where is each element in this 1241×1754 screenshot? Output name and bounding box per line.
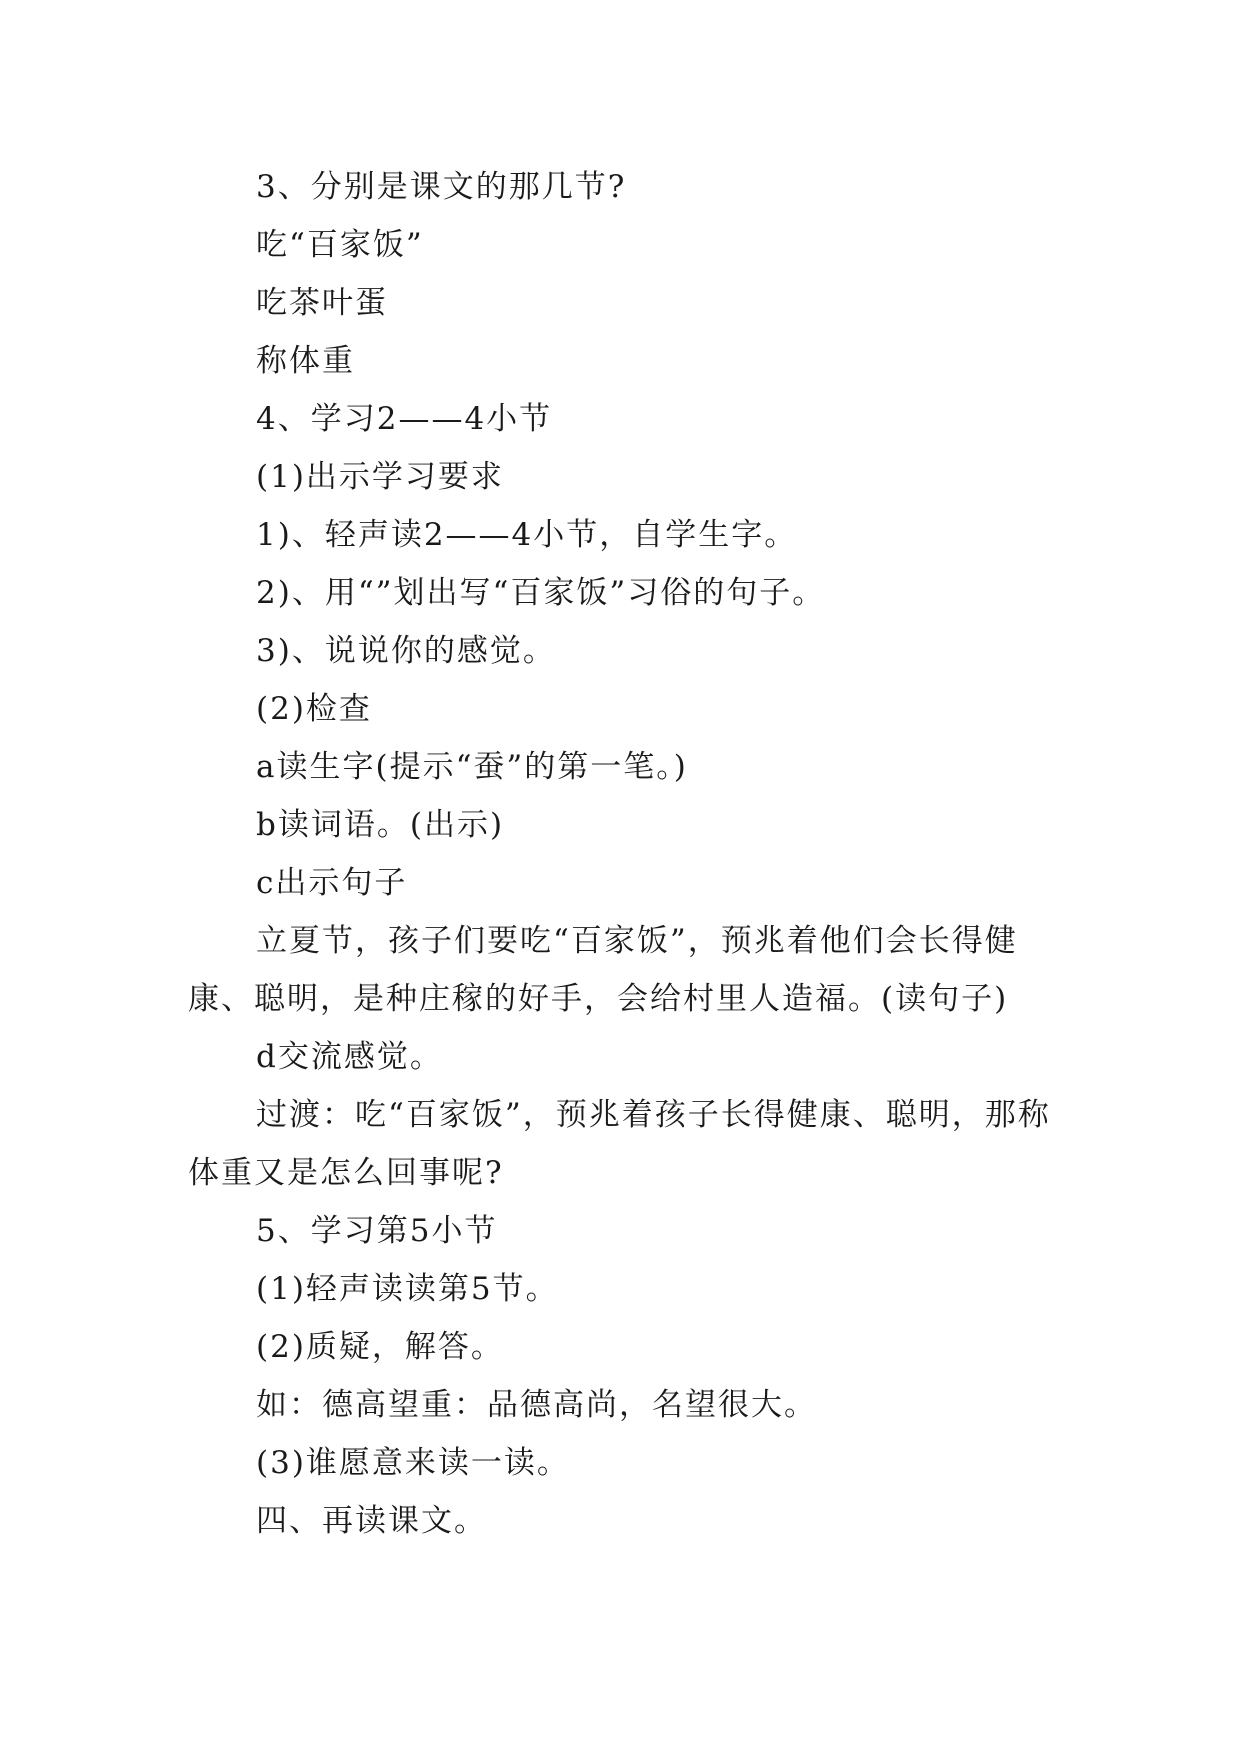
paragraph: (2)质疑，解答。 (256, 1329, 504, 1365)
paragraph: 过渡：吃“百家饭”，预兆着孩子长得健康、聪明，那称体重又是怎么回事呢? (188, 1097, 1051, 1191)
paragraph: 4、学习2——4小节 (256, 401, 553, 437)
paragraph: a读生字(提示“蚕”的第一笔。) (256, 749, 688, 785)
paragraph: (1)出示学习要求 (256, 459, 504, 495)
paragraph: (2)检查 (256, 691, 372, 727)
paragraph: 立夏节，孩子们要吃“百家饭”，预兆着他们会长得健康、聪明，是种庄稼的好手，会给村里人造福。(读句子) (188, 923, 1018, 1017)
paragraph: 1)、轻声读2——4小节，自学生字。 (256, 517, 798, 553)
paragraph: (3)谁愿意来读一读。 (256, 1445, 570, 1481)
paragraph: 3、分别是课文的那几节? (256, 169, 627, 205)
paragraph: c出示句子 (256, 865, 408, 901)
paragraph: (1)轻声读读第5节。 (256, 1271, 559, 1307)
paragraph: 如：德高望重：品德高尚，名望很大。 (256, 1387, 817, 1423)
paragraph: 5、学习第5小节 (256, 1213, 498, 1249)
paragraph: 吃茶叶蛋 (256, 285, 388, 321)
document-body (188, 158, 1058, 1550)
paragraph: 四、再读课文。 (256, 1503, 487, 1539)
paragraph: b读词语。(出示) (256, 807, 505, 843)
paragraph: 2)、用“”划出写“百家饭”习俗的句子。 (256, 575, 826, 611)
paragraph: 称体重 (256, 343, 355, 379)
paragraph: d交流感觉。 (256, 1039, 443, 1075)
paragraph: 3)、说说你的感觉。 (256, 633, 556, 669)
paragraph: 吃“百家饭” (256, 227, 424, 263)
